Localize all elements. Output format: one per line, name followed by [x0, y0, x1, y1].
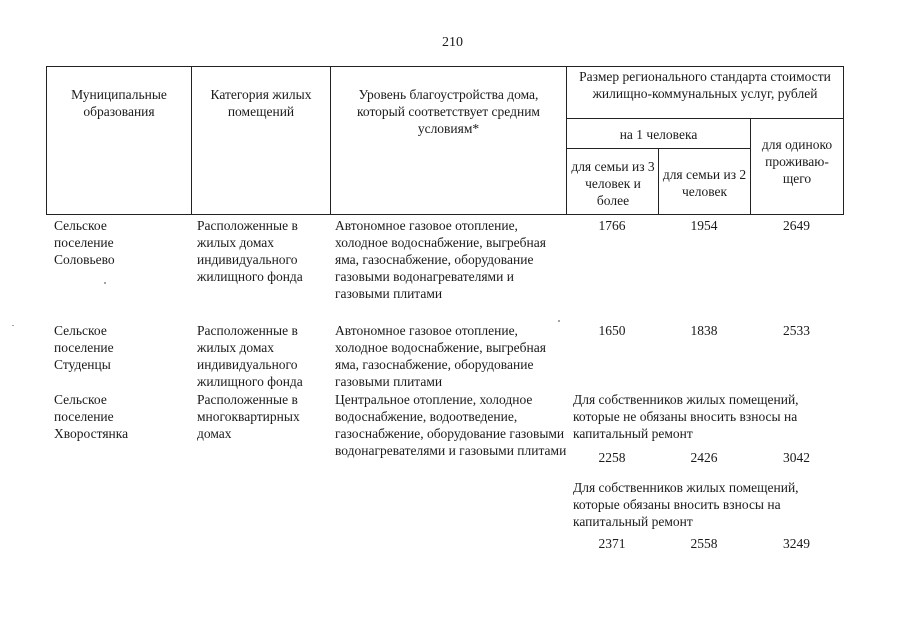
- row-value-single: 3249: [783, 536, 810, 551]
- row-municipality: Сельское поселение Соловьево: [54, 218, 115, 267]
- header-single: для одиноко проживаю-щего: [761, 137, 833, 186]
- header-family-3plus: для семьи из 3 человек и более: [571, 159, 655, 208]
- row-level: Центральное отопление, холодное водоснабжение, водоотведение, газоснабжение, оборудование газовыми водонагревателями и газовыми плитами: [335, 392, 567, 458]
- scan-speck: [104, 282, 106, 284]
- row-category: Расположенные в жилых домах индивидуального жилищного фонда: [197, 323, 303, 389]
- page-number: 210: [442, 35, 463, 50]
- row-value-single: 2649: [783, 218, 810, 233]
- row-level: Автономное газовое отопление, холодное водоснабжение, выгребная яма, газоснабжение, оборудование газовыми плитами: [335, 323, 546, 389]
- header-level: Уровень благоустройства дома, который соответствует средним условиям*: [357, 87, 540, 136]
- header-category: Категория жилых помещений: [210, 87, 312, 119]
- row-value-family-3plus: 2371: [598, 536, 626, 551]
- row-value-single: 3042: [783, 450, 810, 465]
- row-municipality: Сельское поселение Хворостянка: [54, 392, 129, 441]
- row-municipality: Сельское поселение Студенцы: [54, 323, 114, 372]
- row-category: Расположенные в жилых домах индивидуального жилищного фонда: [197, 218, 303, 284]
- header-municipality: Муниципальные образования: [71, 87, 167, 119]
- header-family-2: для семьи из 2 человек: [662, 167, 747, 199]
- scan-speck: [12, 325, 14, 326]
- note-capital-repair: Для собственников жилых помещений, которые обязаны вносить взносы на капитальный ремонт: [573, 480, 799, 529]
- note-no-capital-repair: Для собственников жилых помещений, которые не обязаны вносить взносы на капитальный ремонт: [573, 392, 799, 441]
- row-value-single: 2533: [783, 323, 810, 338]
- row-value-family-2: 2426: [690, 450, 718, 465]
- row-value-family-3plus: 2258: [598, 450, 626, 465]
- row-value-family-3plus: 1650: [598, 323, 626, 338]
- row-value-family-2: 1954: [690, 218, 718, 233]
- row-value-family-2: 1838: [690, 323, 718, 338]
- row-value-family-2: 2558: [690, 536, 718, 551]
- row-level: Автономное газовое отопление, холодное водоснабжение, выгребная яма, газоснабжение, оборудование газовыми водонагревателями и газовыми плитами: [335, 218, 546, 301]
- scan-speck: [558, 320, 560, 322]
- header-per-person: на 1 человека: [619, 127, 698, 142]
- header-standard: Размер регионального стандарта стоимости жилищно-коммунальных услуг, рублей: [579, 69, 831, 101]
- row-category: Расположенные в многоквартирных домах: [197, 392, 300, 441]
- row-value-family-3plus: 1766: [598, 218, 626, 233]
